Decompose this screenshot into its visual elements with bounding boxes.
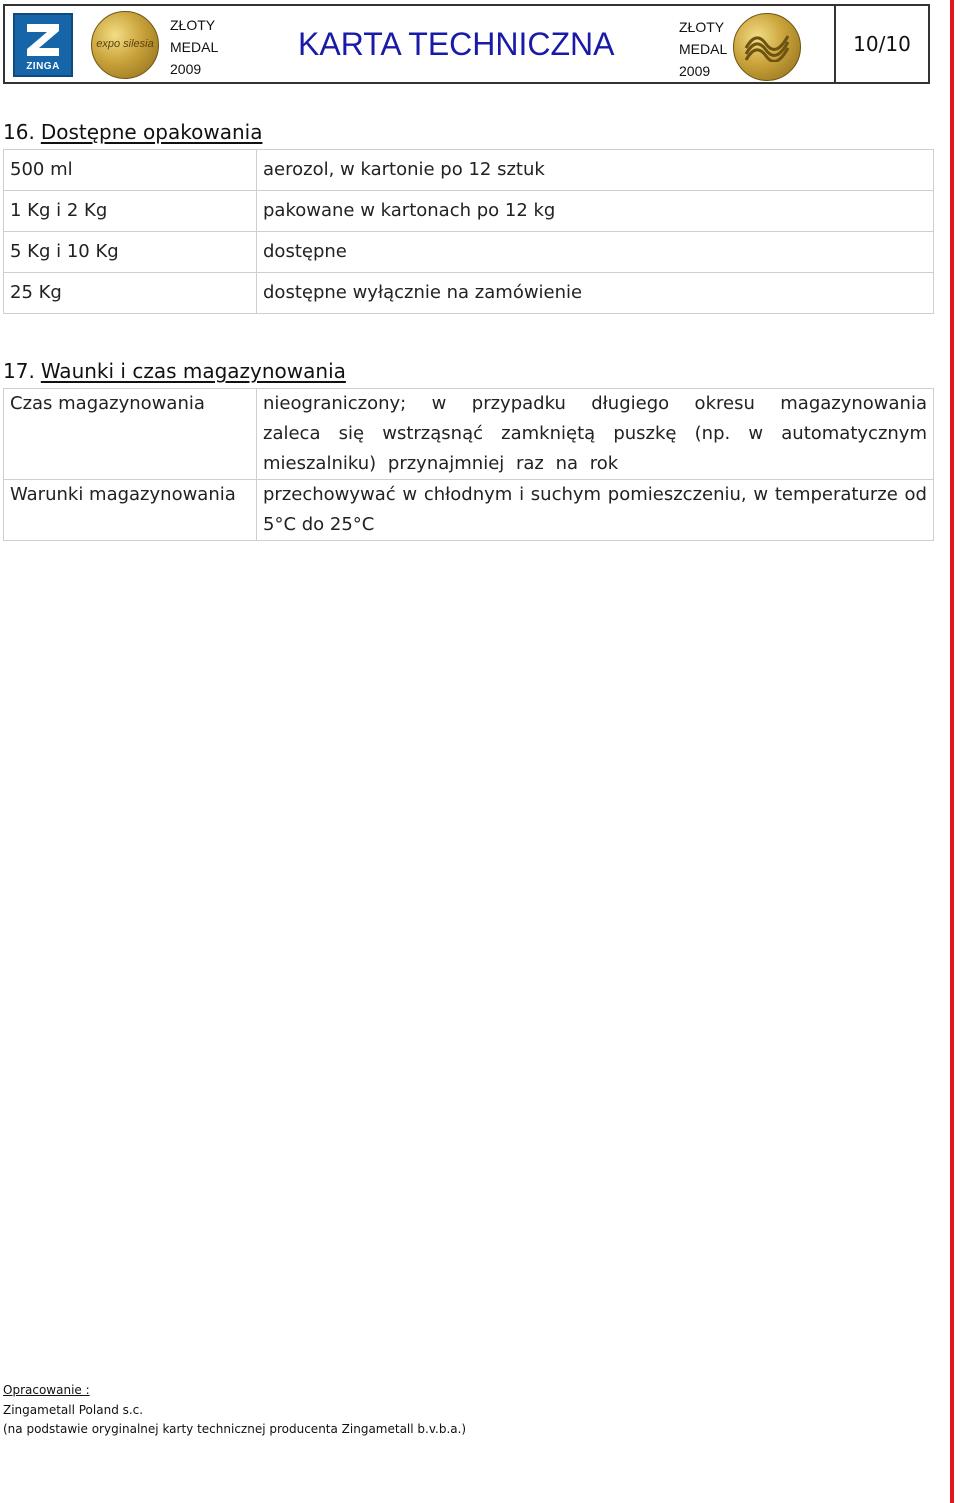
award-left-line1: ZŁOTY <box>170 17 216 33</box>
footer <box>3 1381 466 1440</box>
award-right-line2: MEDAL <box>679 41 728 57</box>
table-cell: nieograniczony; w przypadku długiego okresu magazynowania zaleca się wstrząsnąć zamkniętą puszkę (np. w automatycznym mieszalniku) przynajmniej raz na rok <box>257 389 934 480</box>
table-row <box>4 273 934 314</box>
zinga-logo <box>13 13 73 77</box>
logo-text: ZINGA <box>26 61 60 72</box>
packaging-table <box>3 149 934 314</box>
table-cell: Warunki magazynowania <box>4 480 257 541</box>
table-cell: dostępne <box>257 232 934 273</box>
table-cell: aerozol, w kartonie po 12 sztuk <box>257 150 934 191</box>
section-17-heading <box>3 359 346 383</box>
right-edge-bar <box>950 0 954 1503</box>
page-number: 10/10 <box>853 32 911 56</box>
table-row <box>4 191 934 232</box>
table-cell: przechowywać w chłodnym i suchym pomieszczeniu, w temperaturze od 5°C do 25°C <box>257 480 934 541</box>
award-right-line1: ZŁOTY <box>679 19 725 35</box>
table-cell: 1 Kg i 2 Kg <box>4 191 257 232</box>
award-right-line3: 2009 <box>679 63 711 79</box>
table-cell: 5 Kg i 10 Kg <box>4 232 257 273</box>
section-17-number: 17. <box>3 359 35 383</box>
table-row <box>4 389 934 480</box>
footer-company: Zingametall Poland s.c. <box>3 1402 144 1417</box>
gold-medal-expo-icon <box>91 11 159 79</box>
award-left-line3: 2009 <box>170 61 202 77</box>
page-header <box>3 4 930 84</box>
award-left <box>170 14 218 80</box>
section-17-title: Waunki i czas magazynowania <box>40 359 346 383</box>
table-cell: 25 Kg <box>4 273 257 314</box>
section-16-heading <box>3 120 262 144</box>
medal-text: expo silesia <box>96 38 154 50</box>
section-16-title: Dostępne opakowania <box>40 120 263 144</box>
footer-label: Opracowanie : <box>3 1383 90 1397</box>
section-16-number: 16. <box>3 120 35 144</box>
award-left-line2: MEDAL <box>170 39 219 55</box>
table-row <box>4 150 934 191</box>
footer-note: (na podstawie oryginalnej karty technicznej producenta Zingametall b.v.b.a.) <box>3 1422 467 1436</box>
medal-rays-icon <box>744 32 790 62</box>
table-cell: Czas magazynowania <box>4 389 257 480</box>
table-row <box>4 480 934 541</box>
storage-table <box>3 388 934 541</box>
table-cell: pakowane w kartonach po 12 kg <box>257 191 934 232</box>
gold-medal-icon <box>733 13 801 81</box>
table-cell: 500 ml <box>4 150 257 191</box>
header-main <box>5 6 836 82</box>
award-right <box>679 16 727 82</box>
page-title: KARTA TECHNICZNA <box>298 26 615 62</box>
table-row <box>4 232 934 273</box>
table-cell: dostępne wyłącznie na zamówienie <box>257 273 934 314</box>
zinga-z-icon <box>23 21 63 59</box>
